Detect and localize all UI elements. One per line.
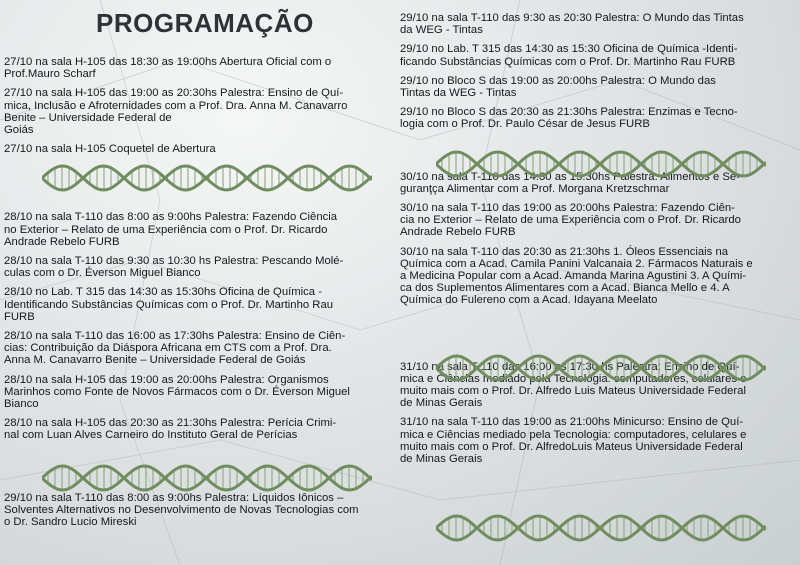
dna-helix-icon xyxy=(436,350,766,386)
dna-helix-icon xyxy=(42,160,372,196)
schedule-entry: 29/10 no Bloco S das 20:30 as 21:30hs Palestra: Enzimas e Tecno- logia com o Prof. Dr. Paulo César de Jesus FURB xyxy=(400,106,738,131)
schedule-entry: 28/10 na sala T-110 das 9:30 as 10:30 hs Palestra: Pescando Molé- culas com o Dr. Éverson Miguel Bianco xyxy=(4,255,344,280)
dna-helix-icon xyxy=(42,460,372,496)
schedule-entry: 29/10 no Lab. T 315 das 14:30 as 15:30 Oficina de Química -Identi- ficando Substâncias Químicas com o Prof. Dr. Martinho Rau FURB xyxy=(400,43,738,68)
schedule-entry: 30/10 na sala T-110 das 20:30 as 21:30hs 1. Óleos Essenciais na Química com a Acad. Camila Panini Valcanaia 2. Fármacos Naturais e a Medicina Popular com a Acad. Amanda Marina Agustini 3. A Quími- ca dos Suplementos Alimentares com a Acad. Bianca Mello e 4. A Química do Fulereno com a Acad. Idayana Meelato xyxy=(400,245,753,307)
schedule-entry: 30/10 na sala T-110 das 14:30 as 15:30hs Palestra: Alimentos e Se- guranţça Alimentar com a Prof. Morgana Kretzschmar xyxy=(400,170,740,195)
schedule-entry: 28/10 no Lab. T 315 das 14:30 as 15:30hs Oficina de Química - Identificando Substâncias Químicas com o Prof. Dr. Martinho Rau FURB xyxy=(4,286,334,323)
schedule-entry: 28/10 na sala H-105 das 19:00 as 20:00hs Palestra: Organismos Marinhos como Fonte de Novos Fármacos com o Dr. Éverson Miguel Bianco xyxy=(4,373,350,411)
schedule-entry: 28/10 na sala H-105 das 20:30 as 21:30hs Palestra: Perícia Crimi- nal com Luan Alves Carneiro do Instituto Geral de Perícias xyxy=(4,417,337,442)
schedule-entry: 27/10 na sala H-105 Coquetel de Abertura xyxy=(4,143,216,156)
schedule-entry: 29/10 na sala T-110 das 9:30 as 20:30 Palestra: O Mundo das Tintas da WEG - Tintas xyxy=(400,12,744,37)
schedule-right-column xyxy=(400,12,796,472)
schedule-entry: 27/10 na sala H-105 das 18:30 as 19:00hs Abertura Oficial com o Prof.Mauro Scharf xyxy=(4,56,332,81)
schedule-entry: 29/10 no Bloco S das 19:00 as 20:00hs Palestra: O Mundo das Tintas da WEG - Tintas xyxy=(400,74,716,100)
dna-helix-icon xyxy=(436,510,766,546)
schedule-entry: 31/10 na sala T-110 das 19:00 as 21:00hs Minicurso: Ensino de Quí- mica e Ciências mediado pela Tecnologia: computadores, celulares e muito mais com o Prof. Dr. AlfredoLuis Mateus Universidade Federal de Minas Gerais xyxy=(400,416,747,466)
schedule-entry: 29/10 na sala T-110 das 8:00 as 9:00hs Palestra: Líquidos Iônicos – Solventes Alternativos no Desenvolvimento de Novas Tecnologias com o Dr. Sandro Lucio Mireski xyxy=(4,491,359,529)
dna-helix-icon xyxy=(436,146,766,182)
schedule-entry: 28/10 na sala T-110 das 16:00 as 17:30hs Palestra: Ensino de Ciên- cias: Contribuição da Diáspora Africana em CTS com a Prof. Dra. Anna M. Canavarro Benite – Universidade Federal de Goiás xyxy=(4,330,346,367)
page-title: PROGRAMAÇÃO xyxy=(96,8,314,38)
schedule-entry: 28/10 na sala T-110 das 8:00 as 9:00hs Palestra: Fazendo Ciência no Exterior – Relato de uma Experiência com o Prof. Dr. Ricardo Andrade Rebelo FURB xyxy=(4,211,338,248)
schedule-entry: 31/10 na sala T-110 das 16:00 17:30 hs Ensino mica e Ciências mediado pela computadores, celulares muito mais com o Prof. Dr. Alfredo Luis Mateus Universidade Federal de Minas Gerais xyxy=(400,360,746,410)
schedule-entry: 30/10 na sala T-110 das 19:00 as 20:00hs Palestra: Fazendo Ciên- cia no Exterior – Relato de uma Experiência com o Prof. Dr. Ricardo Andrade Rebelo FURB xyxy=(400,202,741,239)
schedule-entry: 27/10 na sala H-105 das 19:00 as 20:30hs Palestra: Ensino de Quí- mica, Inclusão e Afroternidades com a Prof. Dra. Anna M. Canavarro Benite – Universidade Federal de Goiás xyxy=(4,87,348,137)
